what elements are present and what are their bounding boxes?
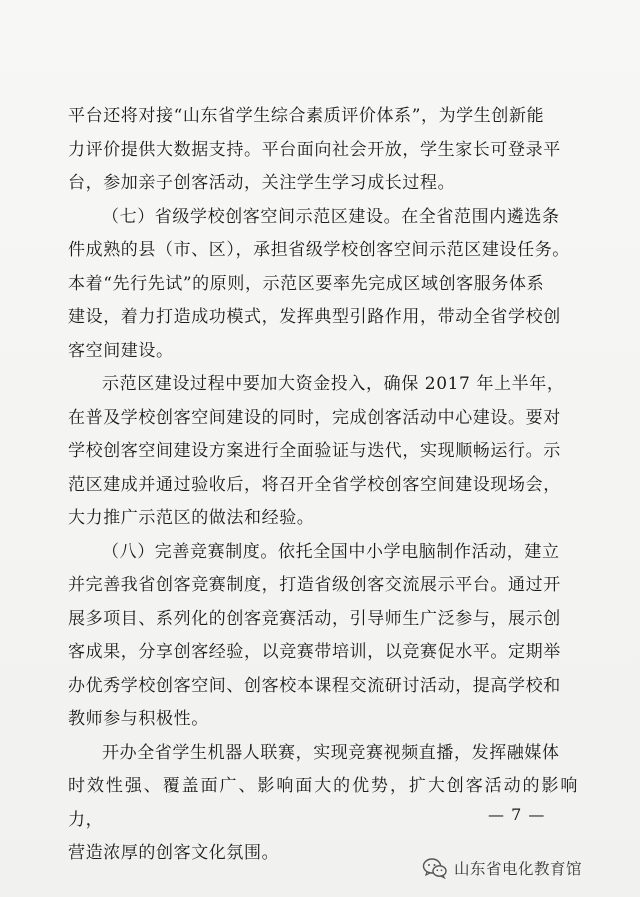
text-line: 时效性强、覆盖面广、影响面大的优势，扩大创客活动的影响力，: [68, 776, 578, 830]
text-line: 并完善我省创客竞赛制度，打造省级创客交流展示平台。通过开: [68, 575, 561, 595]
text-line: 展多项目、系列化的创客竞赛活动，引导师生广泛参与，展示创: [68, 608, 561, 629]
text-line: 教师参与积极性。: [68, 709, 209, 729]
text-line: 本着“先行先试”的原则，示范区要率先完成区域创客服务体系: [68, 273, 545, 294]
wechat-icon: [422, 857, 448, 879]
text-line: 在普及学校创客空间建设的同时，完成创客活动中心建设。要对: [68, 407, 561, 428]
text-line: 学校创客空间建设方案进行全面验证与迭代，实现顺畅运行。示: [68, 441, 561, 461]
text-line: 开办全省学生机器人联赛，实现竞赛视频直播，发挥融媒体: [102, 742, 560, 763]
watermark: [422, 855, 582, 881]
text-line: 大力推广示范区的做法和经验。: [68, 508, 315, 528]
text-line: 台，参加亲子创客活动，关注学生学习成长过程。: [68, 173, 456, 193]
text-line: （八）完善竞赛制度。依托全国中小学电脑制作活动，建立: [102, 541, 560, 562]
text-line: 力评价提供大数据支持。平台面向社会开放，学生家长可登录平: [68, 139, 561, 160]
text-line: （七）省级学校创客空间示范区建设。在全省范围内遴选条: [102, 206, 560, 227]
text-line: 客成果，分享创客经验，以竞赛带培训，以竞赛促水平。定期举: [68, 642, 561, 662]
text-line: 平台还将对接“山东省学生综合素质评价体系”，为学生创新能: [68, 106, 545, 126]
text-line: 营造浓厚的创客文化氛围。: [68, 843, 280, 863]
text-line: 客空间建设。: [68, 340, 174, 361]
text-line: 件成熟的县（市、区），承担省级学校创客空间示范区建设任务。: [68, 240, 570, 260]
text-line: 示范区建设过程中要加大资金投入，确保 2017 年上半年，: [102, 374, 565, 394]
page-number: — 7 —: [488, 805, 546, 824]
watermark-text: 山东省电化教育馆: [454, 860, 583, 878]
text-line: 办优秀学校创客空间、创客校本课程交流研讨活动，提高学校和: [68, 675, 561, 696]
text-line: 范区建成并通过验收后，将召开全省学校创客空间建设现场会，: [68, 474, 561, 495]
document-body: [68, 100, 578, 871]
text-line: 建设，着力打造成功模式，发挥典型引路作用，带动全省学校创: [68, 307, 561, 327]
